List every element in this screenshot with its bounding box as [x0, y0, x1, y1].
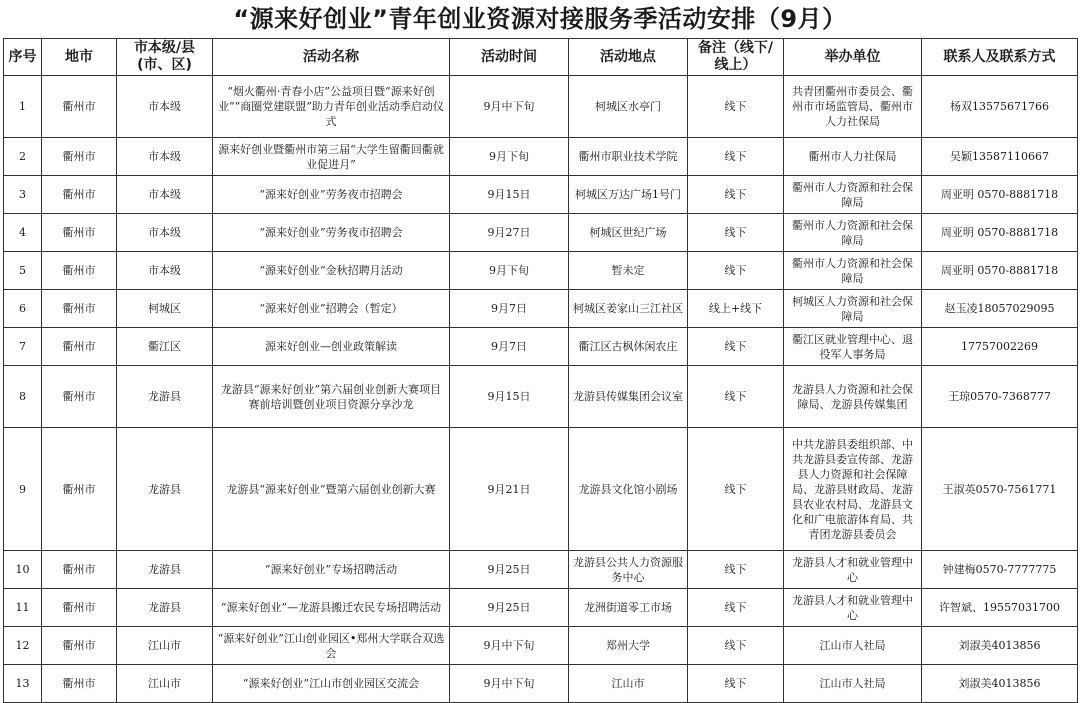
- mode-cell: 线下: [688, 665, 784, 703]
- mode-cell: 线下: [688, 328, 784, 366]
- contact-cell: 17757002269: [922, 328, 1078, 366]
- contact-cell: 王淑英0570-7561771: [922, 428, 1078, 551]
- activity-name-cell: “源来好创业”招聘会（暂定）: [213, 290, 450, 328]
- time-cell: 9月7日: [450, 290, 569, 328]
- mode-cell: 线下: [688, 627, 784, 665]
- contact-cell: 杨双13575671766: [922, 76, 1078, 138]
- contact-cell: 吴颖13587110667: [922, 138, 1078, 176]
- table-row: [4, 252, 1078, 290]
- place-cell: 衢州市职业技术学院: [569, 138, 688, 176]
- row-number: 3: [4, 176, 42, 214]
- time-cell: 9月25日: [450, 551, 569, 589]
- organizer-cell: 江山市人社局: [784, 627, 922, 665]
- activity-name-cell: 龙游县“源来好创业”暨第六届创业创新大赛: [213, 428, 450, 551]
- organizer-cell: 衢州市人力社保局: [784, 138, 922, 176]
- table-row: [4, 627, 1078, 665]
- row-number: 9: [4, 428, 42, 551]
- activity-name-cell: “源来好创业”—龙游县搬迁农民专场招聘活动: [213, 589, 450, 627]
- contact-cell: 刘淑美4013856: [922, 627, 1078, 665]
- organizer-cell: 中共龙游县委组织部、中共龙游县委宣传部、龙游县人力资源和社会保障局、龙游县财政局、龙游县农业农村局、龙游县文化和广电旅游体育局、共青团龙游县委员会: [784, 428, 922, 551]
- contact-cell: 赵玉凌18057029095: [922, 290, 1078, 328]
- place-cell: 江山市: [569, 665, 688, 703]
- organizer-cell: 柯城区人力资源和社会保障局: [784, 290, 922, 328]
- organizer-cell: 共青团衢州市委员会、衢州市市场监管局、衢州市人力社保局: [784, 76, 922, 138]
- mode-cell: 线下: [688, 214, 784, 252]
- organizer-cell: 龙游县人才和就业管理中心: [784, 551, 922, 589]
- column-header: 活动时间: [450, 39, 569, 76]
- row-number: 4: [4, 214, 42, 252]
- organizer-cell: 衢州市人力资源和社会保障局: [784, 176, 922, 214]
- mode-cell: 线下: [688, 589, 784, 627]
- time-cell: 9月7日: [450, 328, 569, 366]
- place-cell: 龙洲街道零工市场: [569, 589, 688, 627]
- contact-cell: 周亚明 0570-8881718: [922, 252, 1078, 290]
- place-cell: 柯城区万达广场1号门: [569, 176, 688, 214]
- city-cell: 衢州市: [42, 214, 117, 252]
- time-cell: 9月27日: [450, 214, 569, 252]
- county-cell: 龙游县: [117, 366, 213, 428]
- city-cell: 衢州市: [42, 138, 117, 176]
- city-cell: 衢州市: [42, 176, 117, 214]
- row-number: 6: [4, 290, 42, 328]
- county-cell: 市本级: [117, 138, 213, 176]
- city-cell: 衢州市: [42, 428, 117, 551]
- table-row: [4, 366, 1078, 428]
- organizer-cell: 龙游县人才和就业管理中心: [784, 589, 922, 627]
- county-cell: 江山市: [117, 665, 213, 703]
- page-title: “源来好创业”青年创业资源对接服务季活动安排（9月）: [233, 5, 847, 33]
- activity-name-cell: “源来好创业”金秋招聘月活动: [213, 252, 450, 290]
- activity-name-cell: “源来好创业”专场招聘活动: [213, 551, 450, 589]
- county-cell: 市本级: [117, 76, 213, 138]
- time-cell: 9月15日: [450, 366, 569, 428]
- table-row: [4, 551, 1078, 589]
- time-cell: 9月下旬: [450, 252, 569, 290]
- table-row: [4, 665, 1078, 703]
- table-row: [4, 138, 1078, 176]
- mode-cell: 线下: [688, 76, 784, 138]
- mode-cell: 线上+线下: [688, 290, 784, 328]
- column-header: 举办单位: [784, 39, 922, 76]
- county-cell: 龙游县: [117, 428, 213, 551]
- organizer-cell: 衢州市人力资源和社会保障局: [784, 252, 922, 290]
- time-cell: 9月中下旬: [450, 76, 569, 138]
- time-cell: 9月15日: [450, 176, 569, 214]
- activity-name-cell: 源来好创业—创业政策解读: [213, 328, 450, 366]
- city-cell: 衢州市: [42, 252, 117, 290]
- table-header-row: [4, 39, 1078, 76]
- place-cell: 郑州大学: [569, 627, 688, 665]
- county-cell: 柯城区: [117, 290, 213, 328]
- column-header: 序号: [4, 39, 42, 76]
- city-cell: 衢州市: [42, 627, 117, 665]
- contact-cell: 许智斌、19557031700: [922, 589, 1078, 627]
- activity-name-cell: 龙游县“源来好创业”第六届创业创新大赛项目赛前培训暨创业项目资源分享沙龙: [213, 366, 450, 428]
- county-cell: 江山市: [117, 627, 213, 665]
- column-header: 备注（线下/线上）: [688, 39, 784, 76]
- table-row: [4, 589, 1078, 627]
- column-header: 活动名称: [213, 39, 450, 76]
- schedule-table: [3, 38, 1078, 703]
- row-number: 13: [4, 665, 42, 703]
- contact-cell: 周亚明 0570-8881718: [922, 214, 1078, 252]
- row-number: 10: [4, 551, 42, 589]
- place-cell: 暂未定: [569, 252, 688, 290]
- mode-cell: 线下: [688, 138, 784, 176]
- mode-cell: 线下: [688, 252, 784, 290]
- city-cell: 衢州市: [42, 589, 117, 627]
- city-cell: 衢州市: [42, 328, 117, 366]
- time-cell: 9月21日: [450, 428, 569, 551]
- place-cell: 龙游县传媒集团会议室: [569, 366, 688, 428]
- row-number: 8: [4, 366, 42, 428]
- city-cell: 衢州市: [42, 665, 117, 703]
- row-number: 5: [4, 252, 42, 290]
- row-number: 12: [4, 627, 42, 665]
- mode-cell: 线下: [688, 176, 784, 214]
- activity-name-cell: “烟火衢州·青春小店”公益项目暨“源来好创业”“商圈党建联盟”助力青年创业活动季启动仪式: [213, 76, 450, 138]
- contact-cell: 王琼0570-7368777: [922, 366, 1078, 428]
- table-row: [4, 290, 1078, 328]
- county-cell: 龙游县: [117, 589, 213, 627]
- place-cell: 龙游县公共人力资源服务中心: [569, 551, 688, 589]
- organizer-cell: 衢江区就业管理中心、退役军人事务局: [784, 328, 922, 366]
- row-number: 11: [4, 589, 42, 627]
- county-cell: 市本级: [117, 252, 213, 290]
- contact-cell: 周亚明 0570-8881718: [922, 176, 1078, 214]
- activity-name-cell: “源来好创业”劳务夜市招聘会: [213, 214, 450, 252]
- time-cell: 9月下旬: [450, 138, 569, 176]
- column-header: 联系人及联系方式: [922, 39, 1078, 76]
- time-cell: 9月中下旬: [450, 665, 569, 703]
- county-cell: 市本级: [117, 176, 213, 214]
- place-cell: 柯城区水亭门: [569, 76, 688, 138]
- city-cell: 衢州市: [42, 76, 117, 138]
- organizer-cell: 江山市人社局: [784, 665, 922, 703]
- table-row: [4, 328, 1078, 366]
- activity-name-cell: “源来好创业”江山创业园区•郑州大学联合双选会: [213, 627, 450, 665]
- row-number: 7: [4, 328, 42, 366]
- table-row: [4, 214, 1078, 252]
- row-number: 1: [4, 76, 42, 138]
- mode-cell: 线下: [688, 366, 784, 428]
- place-cell: 衢江区古枫休闲农庄: [569, 328, 688, 366]
- mode-cell: 线下: [688, 551, 784, 589]
- county-cell: 衢江区: [117, 328, 213, 366]
- mode-cell: 线下: [688, 428, 784, 551]
- column-header: 活动地点: [569, 39, 688, 76]
- table-row: [4, 428, 1078, 551]
- contact-cell: 刘淑美4013856: [922, 665, 1078, 703]
- organizer-cell: 龙游县人力资源和社会保障局、龙游县传媒集团: [784, 366, 922, 428]
- time-cell: 9月中下旬: [450, 627, 569, 665]
- column-header: 市本级/县(市、区): [117, 39, 213, 76]
- time-cell: 9月25日: [450, 589, 569, 627]
- county-cell: 龙游县: [117, 551, 213, 589]
- activity-name-cell: “源来好创业”劳务夜市招聘会: [213, 176, 450, 214]
- place-cell: 柯城区姜家山三江社区: [569, 290, 688, 328]
- organizer-cell: 衢州市人力资源和社会保障局: [784, 214, 922, 252]
- county-cell: 市本级: [117, 214, 213, 252]
- contact-cell: 钟建梅0570-7777775: [922, 551, 1078, 589]
- column-header: 地市: [42, 39, 117, 76]
- activity-name-cell: “源来好创业”江山市创业园区交流会: [213, 665, 450, 703]
- activity-name-cell: 源来好创业暨衢州市第三届“大学生留衢回衢就业促进月”: [213, 138, 450, 176]
- place-cell: 柯城区世纪广场: [569, 214, 688, 252]
- table-row: [4, 176, 1078, 214]
- table-row: [4, 76, 1078, 138]
- place-cell: 龙游县文化馆小剧场: [569, 428, 688, 551]
- row-number: 2: [4, 138, 42, 176]
- city-cell: 衢州市: [42, 551, 117, 589]
- city-cell: 衢州市: [42, 290, 117, 328]
- city-cell: 衢州市: [42, 366, 117, 428]
